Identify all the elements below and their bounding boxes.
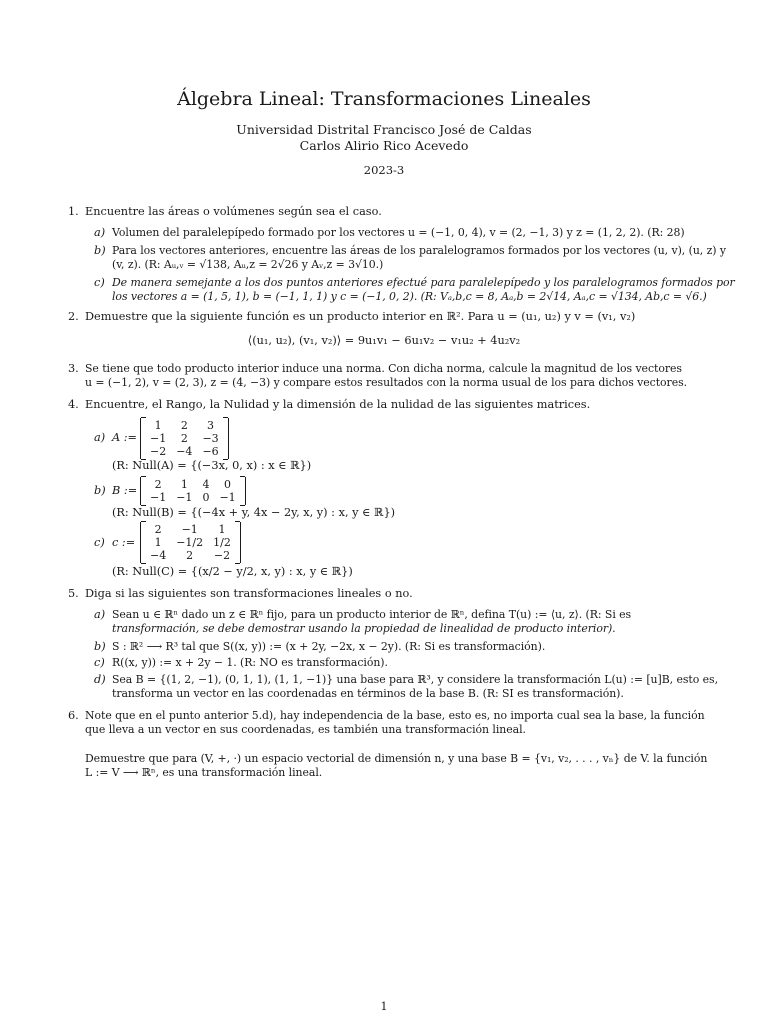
problem-5a-line-2: transformación, se debe demostrar usando la propiedad de linealidad de producto interior). (112, 622, 616, 635)
university-name: Universidad Distrital Francisco José de Caldas (236, 122, 532, 137)
matrix-entry: 3 (207, 419, 215, 432)
matrix-entry: 2 (154, 523, 162, 536)
item-label: c) (94, 536, 105, 549)
problem-6-line-3: Demuestre que para (V, +, ·) un espacio vectorial de dimensión n, y una base B = {v₁, v₂, . . . , vₙ} de V. la función (85, 752, 708, 765)
problem-5-text: Diga si las siguientes son transformaciones lineales o no. (85, 587, 413, 600)
page-number: 1 (380, 1000, 388, 1013)
matrix-entry: 0 (224, 478, 232, 491)
matrix-entry: −2 (150, 445, 167, 458)
problem-5a-line-1: Sean u ∈ ℝⁿ dado un z ∈ ℝⁿ fijo, para un producto interior de ℝⁿ, defina T(u) := ⟨u, z⟩. (R: Si es (112, 608, 632, 621)
matrix-entry: 4 (202, 478, 210, 491)
matrix-b (140, 477, 246, 505)
problem-number: 5. (68, 587, 79, 600)
matrix-entry: 1 (180, 478, 188, 491)
author-name: Carlos Alirio Rico Acevedo (299, 138, 469, 153)
problem-2-text: Demuestre que la siguiente función es un producto interior en ℝ². Para u = (u₁, u₂) y v = (v₁, v₂) (85, 310, 636, 323)
item-label: b) (94, 484, 106, 497)
matrix-entry: 2 (180, 432, 188, 445)
matrix-entry: 2 (154, 478, 162, 491)
problem-1b-line-1: Para los vectores anteriores, encuentre las áreas de los paralelogramos formados por los vectores (u, v), (u, z) y (112, 244, 727, 257)
problem-5b-text: S : ℝ² ⟶ R³ tal que S((x, y)) := (x + 2y, −2x, x − 2y). (R: Si es transformación). (112, 640, 546, 653)
matrix-entry: −1 (176, 491, 193, 504)
problem-number: 4. (68, 398, 79, 411)
item-label: b) (94, 640, 106, 653)
matrix-entry: 1 (154, 419, 162, 432)
problem-number: 3. (68, 362, 79, 375)
problem-number: 6. (68, 709, 79, 722)
matrix-entry: −1 (150, 491, 167, 504)
matrix-c-answer: (R: Null(C) = {(x/2 − y/2, x, y) : x, y ∈ ℝ}) (112, 565, 353, 578)
item-label: c) (94, 276, 105, 289)
matrix-entry: −3 (202, 432, 219, 445)
matrix-c-name: c := (112, 536, 136, 549)
matrix-entry: 0 (202, 491, 210, 504)
problem-3-line-1: Se tiene que todo producto interior induce una norma. Con dicha norma, calcule la magnitud de los vectores (85, 362, 682, 375)
matrix-a-answer: (R: Null(A) = {(−3x, 0, x) : x ∈ ℝ}) (112, 459, 312, 472)
matrix-entry: 1/2 (213, 536, 231, 549)
matrix-entry: −1 (181, 523, 198, 536)
problem-1b-line-2: (v, z). (R: Aᵤ,ᵥ = √138, Aᵤ,z = 2√26 y Aᵥ,z = 3√10.) (112, 258, 384, 271)
matrix-entry: −6 (202, 445, 219, 458)
matrix-entry: −1 (219, 491, 236, 504)
problem-5d-line-1: Sea B = {(1, 2, −1), (0, 1, 1), (1, 1, −1)} una base para ℝ³, y considere la transformación L(u) := [u]B, esto es, (112, 673, 718, 686)
document-title: Álgebra Lineal: Transformaciones Lineales (177, 88, 591, 110)
matrix-entry: −4 (150, 549, 167, 562)
matrix-a-name: A := (112, 431, 138, 444)
item-label: a) (94, 608, 106, 621)
matrix-b-name: B := (112, 484, 138, 497)
problem-1c-line-1: De manera semejante a los dos puntos anteriores efectué para paralelepípedo y los paralelogramos formados por (112, 276, 735, 289)
problem-6-line-2: que lleva a un vector en sus coordenadas, es también una transformación lineal. (85, 723, 526, 736)
problem-3-line-2: u = (−1, 2), v = (2, 3), z = (4, −3) y compare estos resultados con la norma usual de los para dichos vectores. (85, 376, 688, 389)
item-label: b) (94, 244, 106, 257)
matrix-entry: 1 (154, 536, 162, 549)
matrix-a (140, 418, 229, 459)
item-label: d) (94, 673, 106, 686)
matrix-entry: 2 (186, 549, 194, 562)
problem-6-line-4: L := V ⟶ ℝⁿ, es una transformación lineal. (85, 766, 323, 779)
problem-number: 1. (68, 205, 79, 218)
problem-1a-text: Volumen del paralelepípedo formado por los vectores u = (−1, 0, 4), v = (2, −1, 3) y z = (1, 2, 2). (R: 28) (112, 226, 685, 239)
matrix-c (140, 522, 241, 563)
problem-5d-line-2: transforma un vector en las coordenadas en términos de la base B. (R: SI es transformación). (112, 687, 624, 700)
problem-1-text: Encuentre las áreas o volúmenes según sea el caso. (85, 205, 382, 218)
matrix-entry: −2 (213, 549, 231, 562)
matrix-entry: −1/2 (176, 536, 204, 549)
inner-product-formula: ⟨(u₁, u₂), (v₁, v₂)⟩ = 9u₁v₁ − 6u₁v₂ − v₁u₂ + 4u₂v₂ (247, 334, 521, 347)
matrix-entry: −4 (176, 445, 193, 458)
problem-6-line-1: Note que en el punto anterior 5.d), hay independencia de la base, esto es, no importa cual sea la base, la función (85, 709, 705, 722)
problem-4-text: Encuentre, el Rango, la Nulidad y la dimensión de la nulidad de las siguientes matrices. (85, 398, 591, 411)
item-label: c) (94, 656, 105, 669)
item-label: a) (94, 431, 106, 444)
item-label: a) (94, 226, 106, 239)
problem-1c-line-2: los vectores a = (1, 5, 1), b = (−1, 1, 1) y c = (−1, 0, 2). (R: Vₐ,b,c = 8, Aₐ,b = 2√14, Aₐ,c = √134, Ab,c = √6.) (112, 290, 707, 303)
matrix-entry: −1 (150, 432, 167, 445)
problem-5c-text: R((x, y)) := x + 2y − 1. (R: NO es transformación). (112, 656, 388, 669)
term: 2023-3 (363, 163, 405, 177)
matrix-b-answer: (R: Null(B) = {(−4x + y, 4x − 2y, x, y) : x, y ∈ ℝ}) (112, 506, 396, 519)
matrix-entry: 2 (180, 419, 188, 432)
matrix-entry: 1 (218, 523, 226, 536)
problem-number: 2. (68, 310, 79, 323)
